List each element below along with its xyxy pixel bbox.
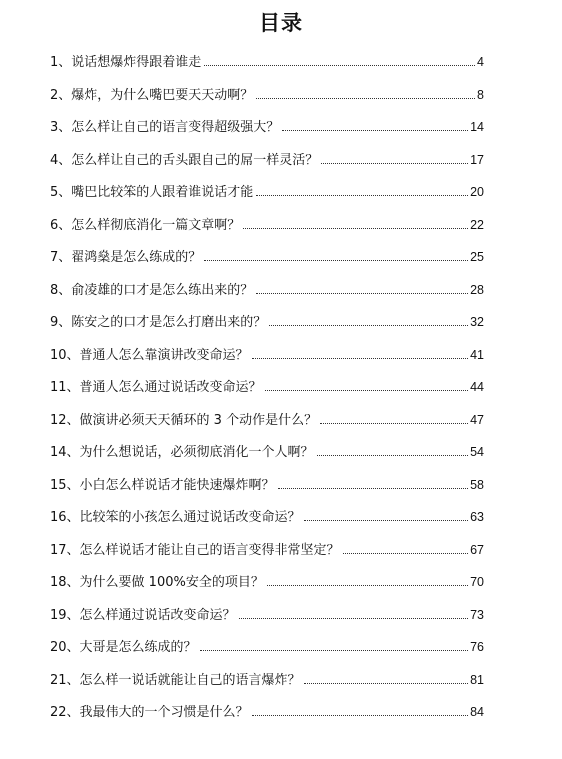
- toc-entry[interactable]: [50, 410, 484, 443]
- toc-entry-page: 63: [470, 510, 484, 524]
- toc-entry[interactable]: [50, 637, 484, 670]
- toc-entry[interactable]: [50, 117, 484, 150]
- toc-entry-title: 9、陈安之的口才是怎么打磨出来的？: [50, 315, 267, 330]
- toc-entry-title: 1、说话想爆炸得跟着谁走: [50, 55, 202, 70]
- toc-list: [50, 52, 484, 735]
- toc-entry[interactable]: [50, 312, 484, 345]
- toc-entry[interactable]: [50, 507, 484, 540]
- toc-entry-page: 47: [470, 412, 484, 427]
- dot-leader: [256, 292, 468, 294]
- toc-entry-page: 4: [477, 55, 484, 69]
- dot-leader: [282, 129, 468, 131]
- dot-leader: [256, 97, 475, 99]
- toc-entry-page: 76: [470, 640, 484, 654]
- dot-leader: [243, 227, 468, 229]
- toc-entry-page: 22: [470, 217, 484, 232]
- toc-entry[interactable]: [50, 182, 484, 215]
- dot-leader: [256, 194, 468, 196]
- toc-entry-title: 18、为什么要做 100%安全的项目？: [50, 575, 264, 590]
- toc-entry[interactable]: [50, 377, 484, 410]
- toc-entry-title: 12、做演讲必须天天循环的 3 个动作是什么？: [50, 412, 318, 428]
- toc-entry-page: 28: [470, 282, 484, 297]
- toc-entry[interactable]: [50, 572, 484, 605]
- dot-leader: [265, 389, 469, 391]
- toc-entry-title: 2、爆炸，为什么嘴巴要天天动啊？: [50, 87, 254, 103]
- toc-entry-title: 6、怎么样彻底消化一篇文章啊？: [50, 217, 241, 233]
- toc-entry[interactable]: [50, 540, 484, 573]
- toc-entry-title: 16、比较笨的小孩怎么通过说话改变命运？: [50, 510, 301, 525]
- toc-entry-title: 19、怎么样通过说话改变命运？: [50, 607, 236, 623]
- toc-entry[interactable]: [50, 442, 484, 475]
- dot-leader: [321, 162, 468, 164]
- toc-entry-page: 8: [477, 87, 484, 102]
- toc-entry-page: 17: [470, 152, 484, 167]
- toc-entry-page: 54: [470, 445, 484, 459]
- toc-entry[interactable]: [50, 215, 484, 248]
- toc-entry[interactable]: [50, 605, 484, 638]
- toc-entry-page: 81: [470, 672, 484, 687]
- dot-leader: [320, 422, 468, 424]
- dot-leader: [304, 519, 469, 521]
- toc-entry-title: 3、怎么样让自己的语言变得超级强大？: [50, 120, 280, 135]
- toc-entry-page: 84: [470, 705, 484, 719]
- toc-entry-page: 70: [470, 575, 484, 589]
- dot-leader: [269, 324, 468, 326]
- toc-entry-page: 58: [470, 477, 484, 492]
- toc-entry-page: 73: [470, 607, 484, 622]
- toc-entry-title: 11、普通人怎么通过说话改变命运？: [50, 380, 262, 395]
- dot-leader: [200, 649, 469, 651]
- dot-leader: [267, 584, 468, 586]
- dot-leader: [252, 357, 469, 359]
- toc-entry[interactable]: [50, 345, 484, 378]
- dot-leader: [278, 487, 469, 489]
- toc-entry[interactable]: [50, 85, 484, 118]
- dot-leader: [239, 617, 469, 619]
- dot-leader: [317, 454, 469, 456]
- dot-leader: [204, 64, 475, 66]
- toc-entry-page: 67: [470, 542, 484, 557]
- dot-leader: [252, 714, 469, 716]
- toc-entry[interactable]: [50, 475, 484, 508]
- toc-entry-page: 44: [470, 380, 484, 394]
- toc-entry[interactable]: [50, 247, 484, 280]
- dot-leader: [343, 552, 469, 554]
- toc-entry[interactable]: [50, 670, 484, 703]
- toc-entry[interactable]: [50, 52, 484, 85]
- toc-entry[interactable]: [50, 280, 484, 313]
- dot-leader: [304, 682, 469, 684]
- toc-entry-page: 25: [470, 250, 484, 264]
- toc-entry-title: 8、俞凌雄的口才是怎么练出来的？: [50, 282, 254, 298]
- toc-entry-title: 4、怎么样让自己的舌头跟自己的屌一样灵活？: [50, 152, 319, 168]
- toc-entry-title: 17、怎么样说话才能让自己的语言变得非常坚定？: [50, 542, 340, 558]
- toc-entry-title: 7、翟鸿燊是怎么练成的？: [50, 250, 202, 265]
- toc-entry-title: 14、为什么想说话，必须彻底消化一个人啊？: [50, 445, 314, 460]
- toc-entry-title: 10、普通人怎么靠演讲改变命运？: [50, 347, 249, 363]
- toc-entry-page: 20: [470, 185, 484, 199]
- toc-entry-title: 21、怎么样一说话就能让自己的语言爆炸？: [50, 672, 301, 688]
- dot-leader: [204, 259, 468, 261]
- toc-entry-title: 20、大哥是怎么练成的？: [50, 640, 197, 655]
- toc-entry-page: 32: [470, 315, 484, 329]
- toc-entry-page: 41: [470, 347, 484, 362]
- toc-entry-title: 22、我最伟大的一个习惯是什么？: [50, 705, 249, 720]
- toc-entry-title: 5、嘴巴比较笨的人跟着谁说话才能: [50, 185, 254, 200]
- page-title: 目录: [259, 11, 303, 35]
- toc-entry[interactable]: [50, 702, 484, 735]
- toc-entry[interactable]: [50, 150, 484, 183]
- toc-entry-page: 14: [470, 120, 484, 134]
- toc-entry-title: 15、小白怎么样说话才能快速爆炸啊？: [50, 477, 275, 493]
